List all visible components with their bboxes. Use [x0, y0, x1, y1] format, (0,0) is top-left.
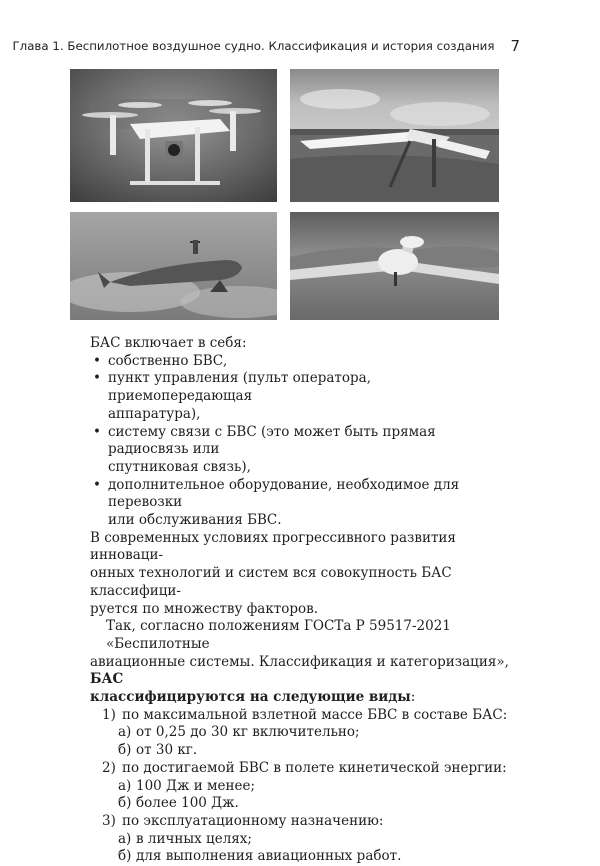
global-hawk-photo [290, 212, 499, 320]
bullet-continuation: или обслуживания БВС. [108, 512, 282, 529]
numbered-item: 2) по достигаемой БВС в полете кинетической энергии: [102, 759, 507, 776]
bullet-continuation: аппаратура), [108, 405, 201, 422]
intro-line: БАС включает в себя: [90, 335, 247, 351]
sub-item: б) от 30 кг. [118, 742, 198, 759]
paragraph-line: В современных условиях прогрессивного развития инноваци- [90, 529, 456, 564]
sub-item: б) для выполнения авиационных работ. [118, 848, 402, 865]
running-title: Глава 1. Беспилотное воздушное судно. Классификация и история создания [12, 39, 495, 53]
unmanned-helicopter-photo [70, 212, 277, 320]
body-text [90, 335, 510, 866]
quadcopter-photo [70, 69, 277, 202]
bullet-item: • собственно БВС, [93, 352, 228, 369]
sub-item: а) 100 Дж и менее; [118, 777, 256, 794]
bullet-continuation: спутниковая связь), [108, 458, 251, 475]
page-number: 7 [510, 37, 520, 55]
bold-term: БАС [90, 671, 124, 688]
paragraph-line: авиационные системы. Классификация и категоризация», БАС [90, 653, 509, 688]
sub-item: а) от 0,25 до 30 кг включительно; [118, 724, 360, 741]
running-header [12, 36, 520, 56]
bullet-item: • пункт управления (пульт оператора, приемопередающая [93, 370, 372, 405]
paragraph-line: онных технологий и систем вся совокупность БАС классифици- [90, 565, 452, 599]
fixed-wing-drone-photo [290, 69, 499, 202]
bullet-marker: • [93, 352, 101, 369]
sub-item: б) более 100 Дж. [118, 795, 239, 812]
paragraph-line: Так, согласно положениям ГОСТа Р 59517-2021 «Беспилотные [106, 618, 451, 652]
bullet-marker: • [93, 423, 101, 440]
sub-item: а) в личных целях; [118, 830, 252, 847]
numbered-item: 3) по эксплуатационному назначению: [102, 812, 384, 829]
bullet-marker: • [93, 370, 101, 387]
bullet-item: • дополнительное оборудование, необходимое для перевозки [93, 476, 460, 511]
bullet-marker: • [93, 476, 101, 493]
paragraph-line: руется по множеству факторов. [90, 600, 319, 617]
bullet-item: • систему связи с БВС (это может быть прямая радиосвязь или [93, 423, 436, 458]
paragraph-line: классифицируются на следующие виды: [90, 689, 416, 706]
numbered-item: 1) по максимальной взлетной массе БВС в составе БАС: [102, 706, 508, 723]
bold-phrase: классифицируются на следующие виды [90, 689, 411, 706]
